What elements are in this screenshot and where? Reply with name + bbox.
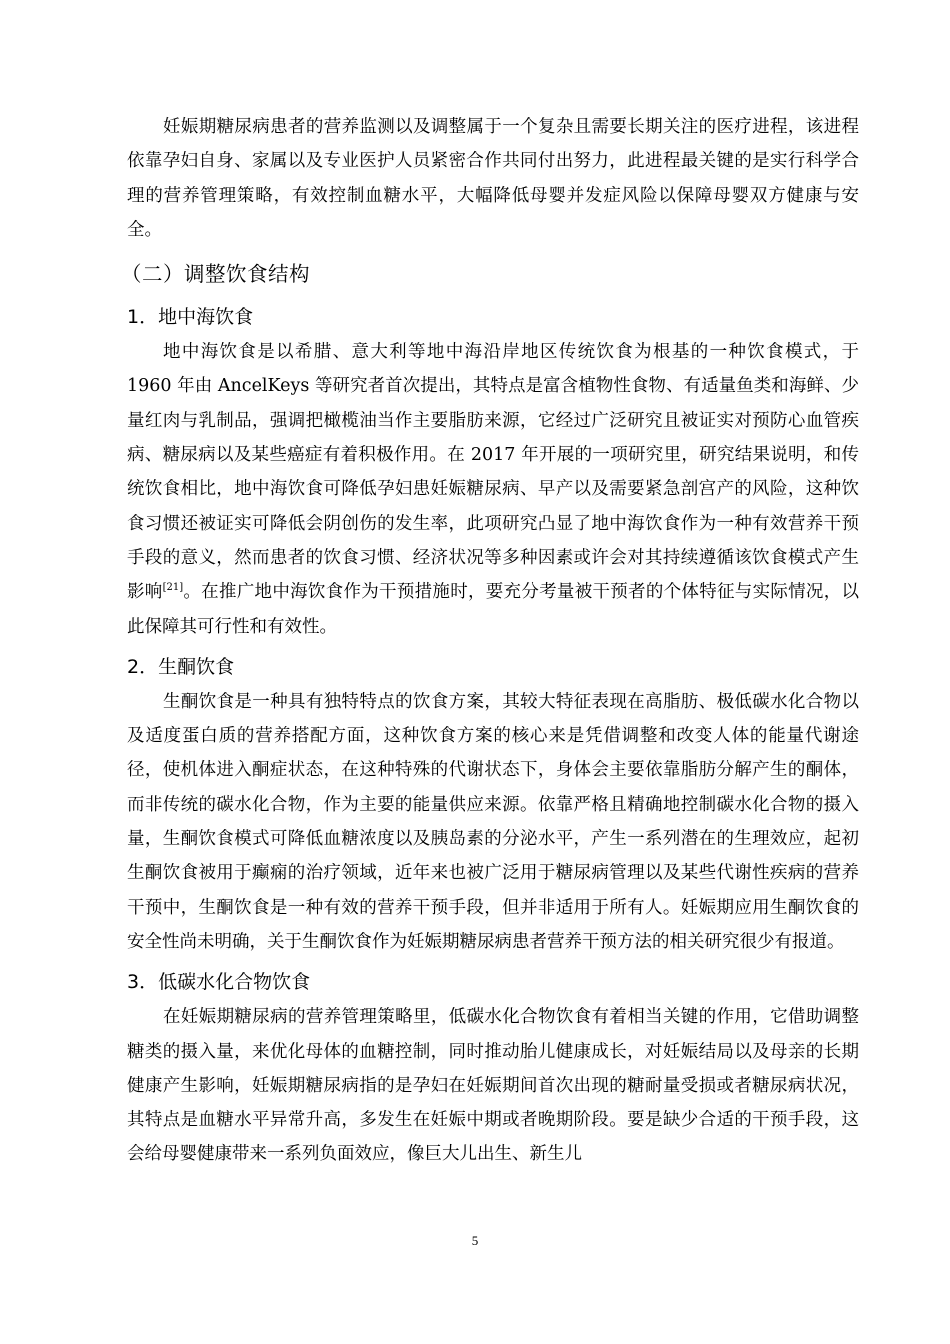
ketogenic-diet-paragraph: 生酮饮食是一种具有独特特点的饮食方案，其较大特征表现在高脂肪、极低碳水化合物以及适度蛋白质的营养搭配方面，这种饮食方案的核心来是凭借调整和改变人体的能量代谢途径，使机体进入酮症状态，在这种特殊的代谢状态下，身体会主要依靠脂肪分解产生的酮体，而非传统的碳水化合物，作为主要的能量供应来源。依靠严格且精确地控制碳水化合物的摄入量，生酮饮食模式可降低血糖浓度以及胰岛素的分泌水平，产生一系列潜在的生理效应，起初生酮饮食被用于癫痫的治疗领域，近年来也被广泛用于糖尿病管理以及某些代谢性疾病的营养干预中，生酮饮食是一种有效的营养干预手段，但并非适用于所有人。妊娠期应用生酮饮食的安全性尚未明确，关于生酮饮食作为妊娠期糖尿病患者营养干预方法的相关研究很少有报道。 <box>127 691 859 952</box>
subsection-heading-ketogenic: 2．生酮饮食 <box>127 655 235 678</box>
subsection-heading-mediterranean: 1．地中海饮食 <box>127 306 254 329</box>
page-number: 5 <box>471 1233 479 1248</box>
paragraph-text: 。在推广地中海饮食作为干预措施时，要充分考量被干预者的个体特征与实际情况，以此保障其可行性和有效性。 <box>127 582 860 637</box>
low-carb-diet-paragraph: 在妊娠期糖尿病的营养管理策略里，低碳水化合物饮食有着相当关键的作用，它借助调整糖类的摄入量，来优化母体的血糖控制，同时推动胎儿健康成长，对妊娠结局以及母亲的长期健康产生影响，妊娠期糖尿病指的是孕妇在妊娠期间首次出现的糖耐量受损或者糖尿病状况，其特点是血糖水平异常升高，多发生在妊娠中期或者晚期阶段。要是缺少合适的干预手段，这会给母婴健康带来一系列负面效应，像巨大儿出生、新生儿 <box>127 1007 859 1165</box>
page-body <box>121 110 860 1172</box>
citation-marker: [21] <box>162 582 184 594</box>
subsection-heading-low-carb: 3．低碳水化合物饮食 <box>127 971 311 994</box>
intro-paragraph: 妊娠期糖尿病患者的营养监测以及调整属于一个复杂且需要长期关注的医疗进程，该进程依靠孕妇自身、家属以及专业医护人员紧密合作共同付出努力，此进程最关键的是实行科学合理的营养管理策略，有效控制血糖水平，大幅降低母婴并发症风险以保障母婴双方健康与安全。 <box>127 117 859 240</box>
mediterranean-diet-paragraph <box>127 335 859 644</box>
paragraph-text: 地中海饮食是以希腊、意大利等地中海沿岸地区传统饮食为根基的一种饮食模式，于 1960 年由 AncelKeys 等研究者首次提出，其特点是富含植物性食物、有适量鱼类和海鲜、少量红肉与乳制品，强调把橄榄油当作主要脂肪来源，它经过广泛研究且被证实对预防心血管疾病、糖尿病以及某些癌症有着积极作用。在 2017 年开展的一项研究里，研究结果说明，和传统饮食相比，地中海饮食可降低孕妇患妊娠糖尿病、早产以及需要紧急剖宫产的风险，这种饮食习惯还被证实可降低会阴创伤的发生率，此项研究凸显了地中海饮食作为一种有效营养干预手段的意义，然而患者的饮食习惯、经济状况等多种因素或许会对其持续遵循该饮食模式产生影响 <box>127 342 859 603</box>
section-heading: （二）调整饮食结构 <box>121 262 310 287</box>
